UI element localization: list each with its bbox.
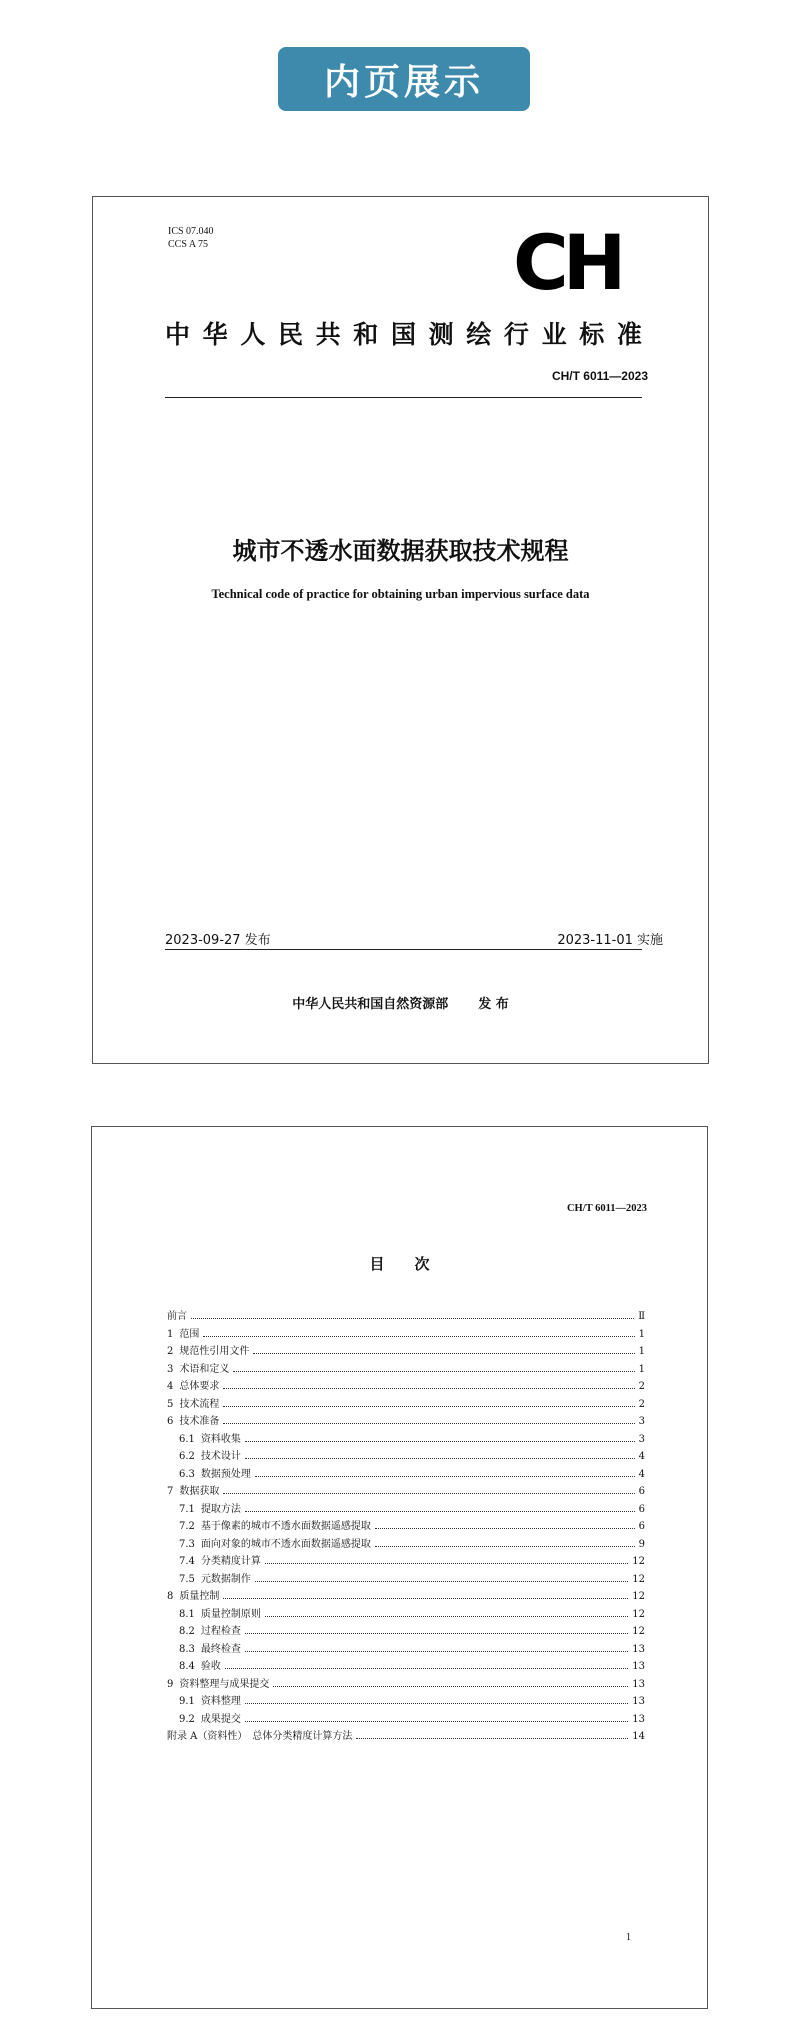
toc-entry	[167, 1500, 645, 1518]
toc-leader-dots	[233, 1371, 634, 1372]
toc-leader-dots	[245, 1721, 628, 1722]
toc-entry	[167, 1307, 645, 1325]
toc-entry	[167, 1325, 645, 1343]
toc-leader-dots	[223, 1406, 634, 1407]
toc-entry-number: 8.4	[179, 1661, 195, 1672]
toc-leader-dots	[253, 1353, 634, 1354]
toc-leader-dots	[223, 1388, 634, 1389]
toc-entry-page: 13	[632, 1713, 645, 1725]
toc-entry-text: 术语和定义	[179, 1363, 230, 1375]
toc-leader-dots	[245, 1703, 628, 1704]
toc-leader-dots	[245, 1511, 635, 1512]
toc-leader-dots	[191, 1318, 634, 1319]
toc-entry	[167, 1640, 645, 1658]
ics-code: ICS 07.040	[168, 226, 214, 237]
toc-entry-number: 5	[167, 1398, 174, 1410]
toc-entry-text: 范围	[179, 1328, 200, 1340]
toc-entry-page: 6	[638, 1486, 645, 1497]
toc-entry-page: 3	[638, 1433, 645, 1445]
toc-entry-page: 1	[638, 1346, 645, 1357]
toc-leader-dots	[225, 1668, 628, 1669]
toc-entry-page: 6	[638, 1521, 645, 1532]
toc-entry-page: 2	[638, 1381, 645, 1392]
authority-char: 行	[503, 320, 529, 349]
toc-entry-page: 12	[632, 1626, 645, 1637]
implementation-date: 2023-11-01 实施	[557, 933, 663, 948]
authority-char: 业	[541, 320, 567, 349]
ch-logo: CH	[513, 218, 621, 307]
toc-entry-page: 13	[632, 1661, 645, 1672]
toc-entry-text: 资料整理	[200, 1696, 241, 1707]
toc-entry	[167, 1552, 645, 1570]
publisher-name: 中华人民共和国自然资源部	[292, 997, 449, 1012]
toc-leader-dots	[245, 1633, 628, 1634]
toc-leader-dots	[265, 1563, 628, 1564]
toc-entry-text: 技术设计	[200, 1451, 241, 1462]
toc-entry-text: 技术准备	[179, 1416, 220, 1427]
toc-leader-dots	[356, 1738, 628, 1739]
toc-entry-number: 7.5	[179, 1573, 195, 1585]
toc-entry-page: 12	[632, 1556, 645, 1567]
document-title-en: Technical code of practice for obtaining urban impervious surface data	[211, 587, 590, 601]
toc-entry-page: 6	[638, 1503, 645, 1515]
toc-entry-number: 7	[167, 1486, 174, 1497]
footer-divider	[165, 949, 642, 950]
toc-leader-dots	[273, 1686, 628, 1687]
toc-entry-text: 规范性引用文件	[179, 1346, 250, 1357]
toc-entry-number: 6.3	[179, 1468, 195, 1480]
toc-entry-text: 资料整理与成果提交	[179, 1678, 270, 1690]
toc-entry	[167, 1395, 645, 1413]
authority-char: 和	[353, 320, 379, 349]
toc-entry-text: 质量控制原则	[200, 1608, 261, 1620]
toc-entry-number: 8	[167, 1591, 174, 1602]
toc-entry-page: 12	[632, 1591, 645, 1602]
authority-char: 标	[579, 320, 605, 349]
toc-entry-page: 4	[638, 1451, 645, 1462]
toc-leader-dots	[245, 1458, 635, 1459]
toc-entry-text: 总体要求	[179, 1381, 220, 1392]
toc-leader-dots	[255, 1581, 628, 1582]
toc-entry-page: 13	[632, 1678, 645, 1690]
toc-entry-text: 面向对象的城市不透水面数据遥感提取	[200, 1538, 371, 1550]
toc-entry-number: 8.1	[179, 1608, 195, 1620]
toc-leader-dots	[245, 1651, 628, 1652]
toc-entry-number: 3	[167, 1363, 174, 1375]
toc-entry-number: 7.2	[179, 1521, 195, 1532]
toc-entry	[167, 1342, 645, 1360]
toc-entry	[167, 1535, 645, 1553]
toc-entry-number: 4	[167, 1381, 174, 1392]
toc-leader-dots	[203, 1336, 634, 1337]
authority-char: 华	[202, 320, 228, 349]
toc-entry	[167, 1605, 645, 1623]
toc-entry	[167, 1412, 645, 1430]
toc-entry-text: 分类精度计算	[200, 1556, 261, 1567]
toc-entry-text: 数据获取	[179, 1486, 220, 1497]
toc-entry-text: 技术流程	[179, 1398, 220, 1410]
authority-char: 绘	[466, 320, 492, 349]
publisher-line	[93, 993, 708, 1012]
toc-entry	[167, 1622, 645, 1640]
toc-entry-number: 6.1	[179, 1433, 195, 1445]
toc-entry-text: 成果提交	[200, 1713, 241, 1725]
classification-codes	[168, 225, 214, 251]
toc-entry-number: 7.4	[179, 1556, 195, 1567]
toc-entry	[167, 1657, 645, 1675]
toc-entry	[167, 1430, 645, 1448]
toc-standard-number: CH/T 6011—2023	[566, 1203, 647, 1214]
toc-entry-text: 质量控制	[179, 1591, 220, 1602]
issue-date: 2023-09-27 发布	[165, 933, 271, 948]
authority-char: 中	[165, 320, 191, 349]
toc-entry	[167, 1482, 645, 1500]
toc-entry-number: 7.1	[179, 1503, 195, 1515]
toc-entry-text: 提取方法	[200, 1503, 241, 1515]
toc-entry-text: 数据预处理	[200, 1468, 251, 1480]
toc-leader-dots	[223, 1423, 634, 1424]
toc-entry-text: 过程检查	[200, 1626, 241, 1637]
toc-entry-page: 4	[638, 1468, 645, 1480]
toc-entry-page: 2	[638, 1398, 645, 1410]
toc-entry-page: 1	[638, 1363, 645, 1375]
banner-label: 内页展示	[323, 61, 484, 103]
toc-entry-text: 最终检查	[200, 1643, 241, 1655]
toc-entry-page: 13	[632, 1696, 645, 1707]
toc-entry-page: 13	[632, 1643, 645, 1655]
authority-char: 民	[277, 320, 303, 349]
toc-entry	[167, 1360, 645, 1378]
contents-page	[91, 1126, 708, 2009]
toc-entry-number: 1	[167, 1328, 174, 1340]
toc-leader-dots	[223, 1493, 634, 1494]
toc-entry	[167, 1675, 645, 1693]
toc-entry-page: 14	[632, 1731, 645, 1742]
toc-entry	[167, 1587, 645, 1605]
toc-entry-text: 元数据制作	[200, 1573, 251, 1585]
toc-entry-text: 资料收集	[200, 1433, 241, 1445]
toc-entry-text: 验收	[200, 1661, 221, 1672]
toc-entry-text: 基于像素的城市不透水面数据遥感提取	[200, 1521, 371, 1532]
toc-leader-dots	[375, 1528, 635, 1529]
section-banner	[278, 47, 530, 111]
toc-leader-dots	[265, 1616, 628, 1617]
toc-entry-page: 3	[638, 1416, 645, 1427]
standard-number: CH/T 6011—2023	[551, 369, 648, 383]
toc-entry	[167, 1447, 645, 1465]
authority-char: 人	[240, 320, 266, 349]
toc-title: 目 次	[369, 1255, 430, 1273]
toc-entry	[167, 1517, 645, 1535]
header-divider	[165, 397, 642, 398]
cover-page	[92, 196, 709, 1064]
toc-entry-page: 1	[638, 1328, 645, 1340]
toc-entry-number: 6	[167, 1416, 174, 1427]
toc-leader-dots	[375, 1546, 635, 1547]
ccs-code: CCS A 75	[168, 239, 209, 250]
toc-entry-page: 9	[638, 1538, 645, 1550]
publish-word: 发 布	[478, 997, 509, 1012]
toc-entry-text: 附录 A（资料性） 总体分类精度计算方法	[167, 1731, 353, 1742]
toc-entry	[167, 1710, 645, 1728]
toc-list	[167, 1307, 645, 1745]
toc-entry-number: 9.2	[179, 1713, 195, 1725]
toc-entry-number: 7.3	[179, 1538, 195, 1550]
page-number: 1	[626, 1932, 631, 1943]
toc-entry-page: 12	[632, 1608, 645, 1620]
authority-char: 测	[428, 320, 454, 349]
toc-entry	[167, 1692, 645, 1710]
toc-entry-page: Ⅱ	[638, 1311, 645, 1322]
toc-entry-text: 前言	[167, 1311, 187, 1322]
toc-entry	[167, 1377, 645, 1395]
toc-entry	[167, 1727, 645, 1745]
toc-leader-dots	[245, 1441, 635, 1442]
authority-char: 国	[390, 320, 416, 349]
toc-entry	[167, 1465, 645, 1483]
toc-entry-number: 2	[167, 1346, 174, 1357]
toc-entry-number: 8.3	[179, 1643, 195, 1655]
toc-entry-number: 9.1	[179, 1696, 195, 1707]
toc-entry	[167, 1570, 645, 1588]
document-title-cn: 城市不透水面数据获取技术规程	[232, 537, 569, 565]
toc-entry-number: 6.2	[179, 1451, 195, 1462]
toc-leader-dots	[255, 1476, 635, 1477]
toc-entry-page: 12	[632, 1573, 645, 1585]
authority-char: 准	[616, 320, 642, 349]
toc-entry-number: 9	[167, 1678, 174, 1690]
issuing-authority-title	[165, 315, 642, 351]
toc-leader-dots	[223, 1598, 628, 1599]
toc-entry-number: 8.2	[179, 1626, 195, 1637]
authority-char: 共	[315, 320, 341, 349]
